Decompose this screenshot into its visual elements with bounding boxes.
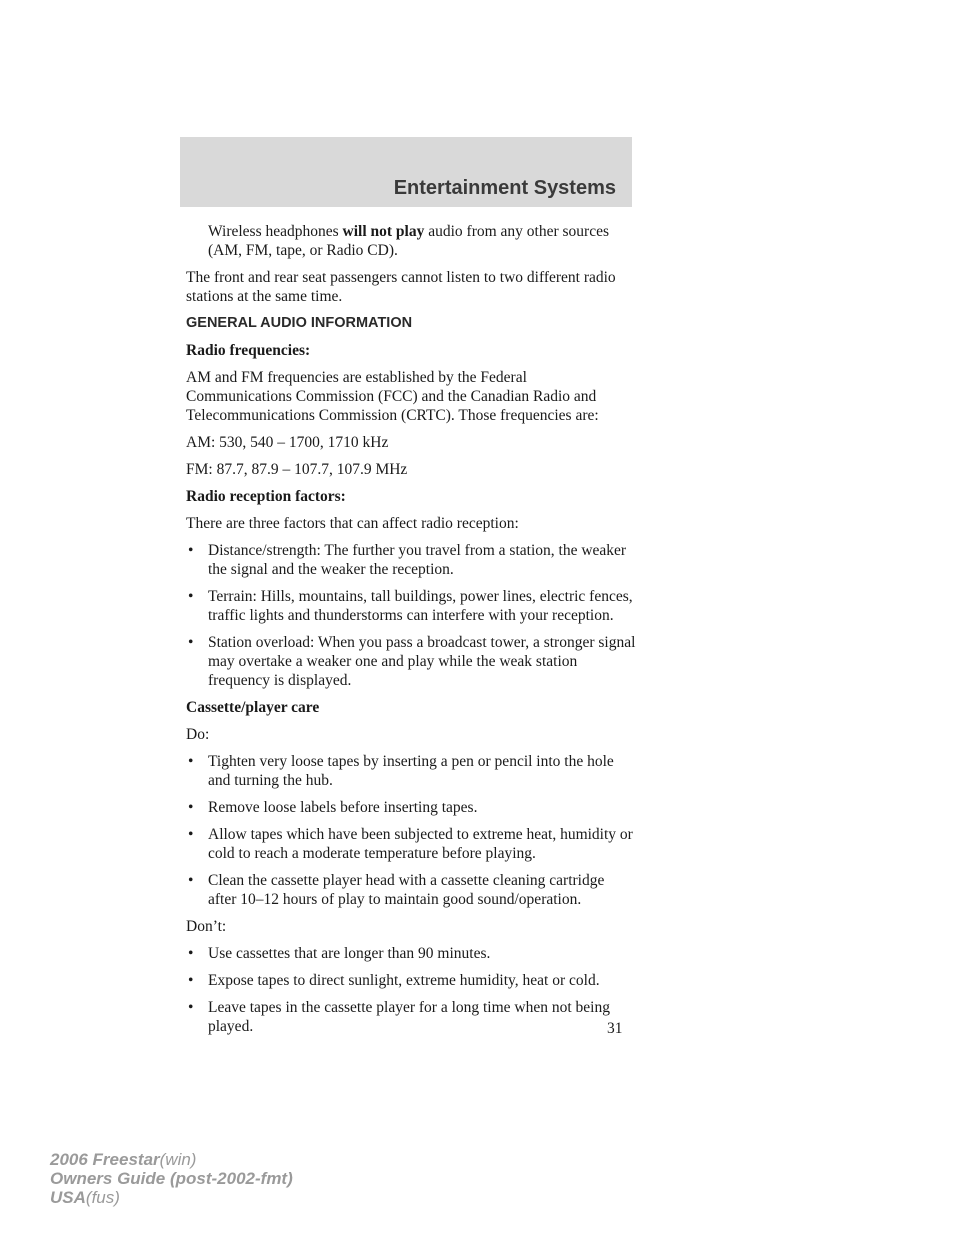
list-item: • Expose tapes to direct sunlight, extreme humidity, heat or cold. [188,972,600,989]
footer-line-2: Owners Guide (post-2002-fmt) [50,1169,293,1188]
cassette-care-heading: Cassette/player care [186,699,320,716]
section-header-band [180,137,632,207]
bullet-icon: • [188,799,194,816]
dont-label: Don’t: [186,918,227,935]
headphones-note: Wireless headphones will not play audio from any other sources (AM, FM, tape, or Radio CD). [208,223,610,259]
list-item: • Use cassettes that are longer than 90 minutes. [188,945,491,962]
section-title: Entertainment Systems [393,177,616,199]
list-item: • Distance/strength: The further you travel from a station, the weaker the signal and the weaker the reception. [188,542,627,578]
bullet-icon: • [188,972,194,989]
page-number: 31 [607,1020,623,1037]
list-item: • Allow tapes which have been subjected to extreme heat, humidity or cold to reach a moderate temperature before playing. [188,826,633,862]
bullet-icon: • [188,542,194,559]
reception-intro: There are three factors that can affect radio reception: [186,515,519,532]
list-item: • Tighten very loose tapes by inserting a pen or pencil into the hole and turning the hub. [188,753,614,789]
passengers-note: The front and rear seat passengers cannot listen to two different radio stations at the same time. [186,269,616,305]
bullet-icon: • [188,588,194,605]
general-audio-heading: GENERAL AUDIO INFORMATION [186,315,413,331]
bullet-icon: • [188,945,194,962]
radio-frequencies-heading: Radio frequencies: [186,342,311,359]
bullet-icon: • [188,753,194,770]
footer-line-3: USA(fus) [50,1188,120,1207]
bullet-icon: • [188,826,194,843]
list-item: • Clean the cassette player head with a cassette cleaning cartridge after 10–12 hours of play to maintain good sound/operation. [188,872,605,908]
reception-factors-heading: Radio reception factors: [186,488,346,505]
bullet-icon: • [188,999,194,1016]
frequencies-text: AM and FM frequencies are established by the Federal Communications Commission (FCC) and the Canadian Radio and Telecommunications Commission (CRTC). Those frequencies are: [186,369,599,424]
list-item: • Remove loose labels before inserting tapes. [188,799,478,816]
do-label: Do: [186,726,210,743]
footer-line-1: 2006 Freestar(win) [50,1150,197,1169]
document-footer [50,1150,293,1207]
bullet-icon: • [188,634,194,651]
list-item: • Terrain: Hills, mountains, tall buildings, power lines, electric fences, traffic lights and thunderstorms can interfere with your reception. [188,588,633,624]
am-frequencies: AM: 530, 540 – 1700, 1710 kHz [186,434,389,451]
list-item: • Station overload: When you pass a broadcast tower, a stronger signal may overtake a weaker one and play while the weak station frequency is displayed. [188,634,636,689]
page-content [186,222,636,1044]
list-item: • Leave tapes in the cassette player for a long time when not being played. [188,999,610,1035]
bullet-icon: • [188,872,194,889]
fm-frequencies: FM: 87.7, 87.9 – 107.7, 107.9 MHz [186,461,408,478]
